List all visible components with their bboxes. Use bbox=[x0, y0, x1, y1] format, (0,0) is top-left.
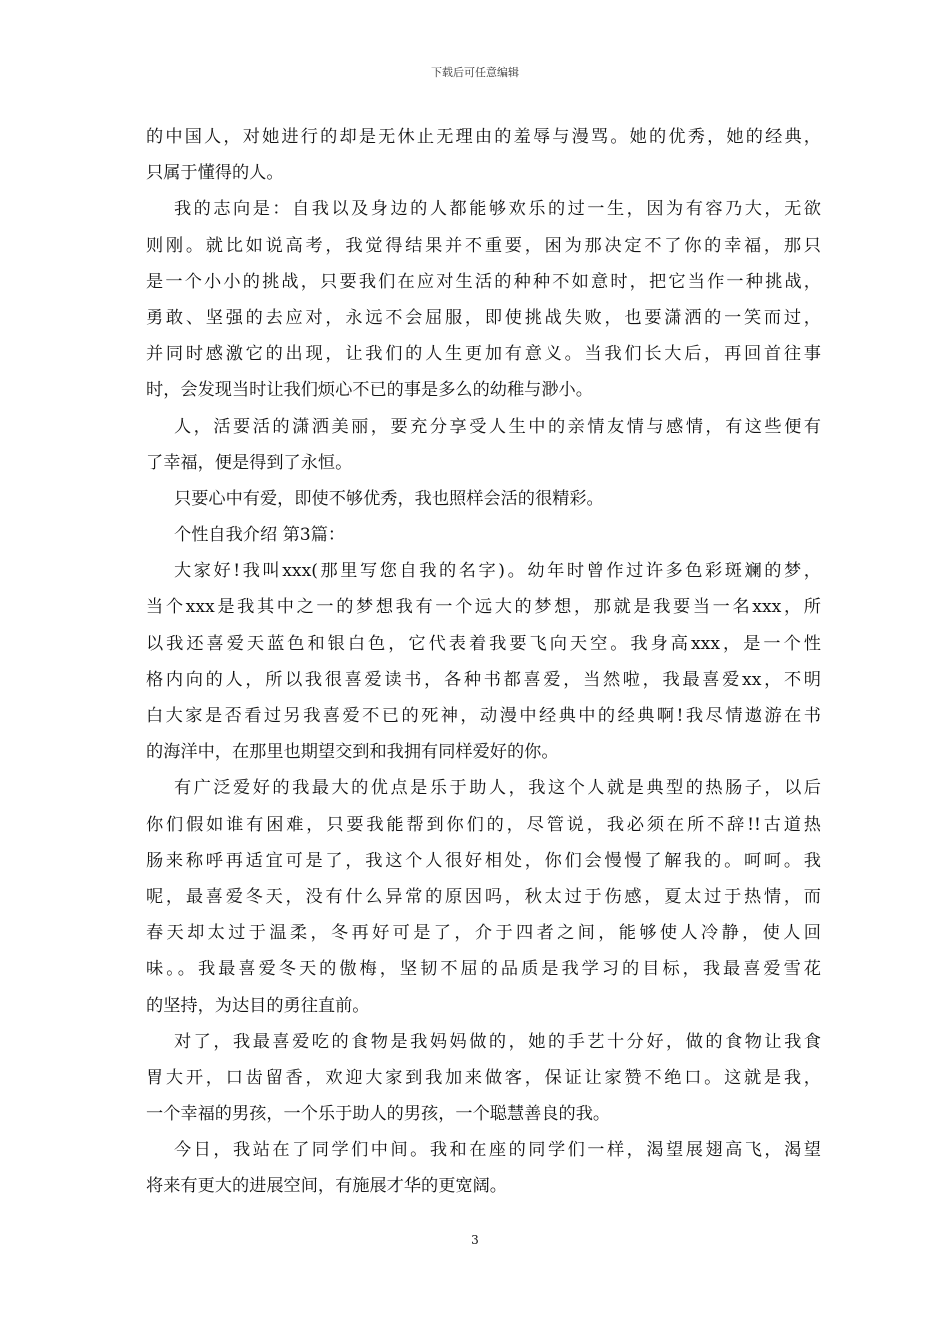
text-line: 当个xxx是我其中之一的梦想我有一个远大的梦想，那就是我要当一名xxx，所 bbox=[146, 597, 821, 618]
text-line: 呢，最喜爱冬天，没有什么异常的原因吗，秋太过于伤感，夏太过于热情，而 bbox=[146, 886, 821, 907]
text-line: 时，会发现当时让我们烦心不已的事是多么的幼稚与渺小。 bbox=[146, 380, 593, 401]
text-line: 则刚。就比如说高考，我觉得结果并不重要，困为那决定不了你的幸福，那只 bbox=[146, 235, 821, 256]
text-line: 肠来称呼再适宜可是了，我这个人很好相处，你们会慢慢了解我的。呵呵。我 bbox=[146, 850, 821, 871]
text-line: 大家好!我叫xxx(那里写您自我的名字)。幼年时曾作过许多色彩斑斓的梦， bbox=[174, 561, 821, 582]
text-line: 的海洋中，在那里也期望交到和我拥有同样爱好的你。 bbox=[146, 742, 559, 763]
text-line: 只要心中有爱，即使不够优秀，我也照样会活的很精彩。 bbox=[174, 488, 604, 509]
text-line: 白大家是否看过另我喜爱不已的死神，动漫中经典中的经典啊!我尽情遨游在书 bbox=[146, 706, 821, 726]
text-line: 了幸福，便是得到了永恒。 bbox=[146, 452, 353, 473]
text-line: 的中国人，对她进行的却是无休止无理由的羞辱与漫骂。她的优秀，她的经典， bbox=[146, 127, 821, 147]
document-body bbox=[146, 119, 821, 1205]
text-line: 人，活要活的潇洒美丽，要充分享受人生中的亲情友情与感情，有这些便有 bbox=[174, 416, 821, 437]
text-line: 对了，我最喜爱吃的食物是我妈妈做的，她的手艺十分好，做的食物让我食 bbox=[174, 1031, 821, 1052]
text-line: 的坚持，为达目的勇往直前。 bbox=[146, 995, 370, 1016]
text-line: 今日，我站在了同学们中间。我和在座的同学们一样，渴望展翅高飞，渴望 bbox=[174, 1140, 821, 1161]
text-line: 将来有更大的进展空间，有施展才华的更宽阔。 bbox=[146, 1176, 507, 1197]
text-line: 春天却太过于温柔，冬再好可是了，介于四者之间，能够使人冷静，使人回 bbox=[146, 923, 821, 944]
text-line: 勇敢、坚强的去应对，永远不会屈服，即使挑战失败，也要潇洒的一笑而过， bbox=[146, 307, 821, 328]
text-line: 个性自我介绍 第3篇： bbox=[174, 525, 346, 546]
page-number: 3 bbox=[471, 1233, 479, 1247]
text-line: 是一个小小的挑战，只要我们在应对生活的种种不如意时，把它当作一种挑战， bbox=[146, 271, 821, 292]
text-line: 并同时感激它的出现，让我们的人生更加有意义。当我们长大后，再回首往事 bbox=[146, 344, 821, 365]
text-line: 味。。我最喜爱冬天的傲梅，坚韧不屈的品质是我学习的目标，我最喜爱雪花 bbox=[146, 959, 821, 980]
text-line: 一个幸福的男孩，一个乐于助人的男孩，一个聪慧善良的我。 bbox=[146, 1104, 611, 1125]
text-line: 以我还喜爱天蓝色和银白色，它代表着我要飞向天空。我身高xxx，是一个性 bbox=[146, 633, 821, 654]
text-line: 你们假如谁有困难，只要我能帮到你们的，尽管说，我必须在所不辞!!古道热 bbox=[146, 814, 821, 835]
text-line: 我的志向是：自我以及身边的人都能够欢乐的过一生，因为有容乃大，无欲 bbox=[174, 199, 821, 220]
text-line: 格内向的人，所以我很喜爱读书，各种书都喜爱，当然啦，我最喜爱xx，不明 bbox=[146, 669, 821, 690]
page-header: 下载后可任意编辑 bbox=[431, 66, 519, 79]
text-line: 胃大开，口齿留香，欢迎大家到我加来做客，保证让家赞不绝口。这就是我， bbox=[146, 1067, 821, 1088]
text-line: 只属于懂得的人。 bbox=[146, 163, 284, 184]
text-line: 有广泛爱好的我最大的优点是乐于助人，我这个人就是典型的热肠子，以后 bbox=[174, 778, 821, 799]
